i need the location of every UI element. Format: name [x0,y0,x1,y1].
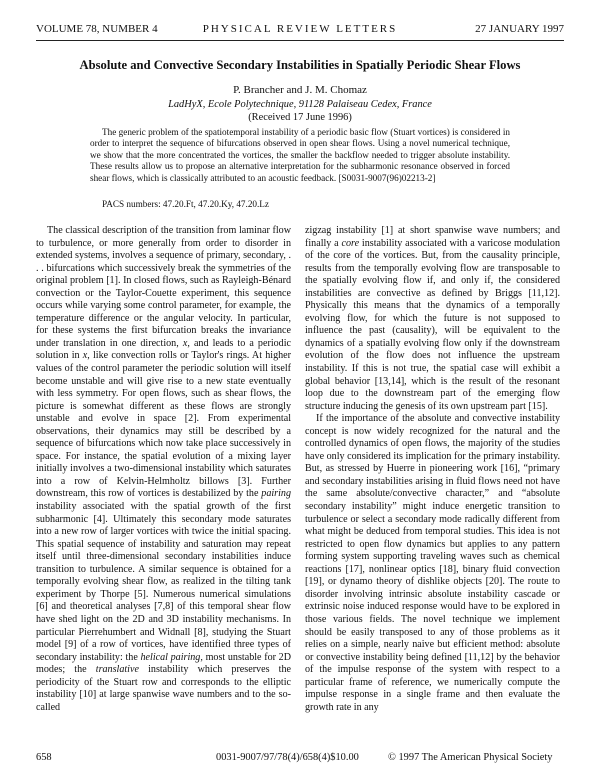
body-paragraph: The classical description of the transition from laminar flow to turbulence, or more generally from order to disorder in extended systems, involves a sequence of primary, secondary, . . . bifurcations which successively break the symmetries of the original problem [1]. In closed flows, such as Rayleigh-Bénard convection or the Taylor-Couette experiment, this sequence occurs while varying some control parameter, for example, the temperature difference or the angular velocity. In particular, for these systems the first bifurcation breaks the invariance under translation in one direction, x, and leads to a periodic solution in x, like convection rolls or Taylor's rings. At higher values of the control parameter the periodic solution will itself become unstable and will give rise to a new state eventually with less symmetry. For open flows, such as shear flows, the picture is somewhat different as these flows are strongly unstable and evolve in space [2]. From experimental observations, their dynamics may still be described by a sequence of bifurcations which now take place successively in space. For instance, the spatial evolution of a mixing layer initially involves a two-dimensional instability which saturates into a row of Kelvin-Helmholtz billows [3]. Further downstream, this row of vortices is destabilized by the pairing instability associated with the spatial growth of the first subharmonic [4]. Ultimately this secondary mode saturates into a new row of larger vortices with twice the initial spacing. This spatial sequence of instability and saturation may repeat itself until three-dimensional secondary instabilities induce transition to turbulence. A similar sequence is obtained for a temporally evolving shear flow, as realized in the tilting tank experiment by Thorpe [5]. Numerous numerical simulations [6] and theoretical analyses [7,8] of this temporal shear flow have shed light on the 2D and 3D instability mechanisms. In particular Pierrehumbert and Widnall [8], studying the Stuart model [9] of a row of vortices, have identified three types of secondary instability: the helical pairing, most unstable for 2D modes; the translative instability which preserves the periodicity of the Stuart row and corresponds to the elliptic instability [10] at large spanwise wave numbers and to the so-called [36,225,291,713]
right-column [305,225,560,714]
body-paragraph: If the importance of the absolute and convective instability concept is now widely recognized for the natural and the controlled dynamics of open flows, the majority of the studies have only considered its implication for the primary instability. But, as stressed by Huerre in pioneering work [16], “primary and secondary instabilities arising in fluid flows need not have the same absolute/convective character,” and “absolute secondary instability” might induce energetic transition to turbulence or select a secondary mode radically different from what might be deduced from temporal studies. This idea is not restricted to open flow dynamics but applies to any pattern forming system supporting traveling waves such as chemical reactions [17], nonlinear optics [18], binary fluid convection [19], or dynamo theory of dishlike objects [20]. The route to disorder involving intrinsic absolute instability cascade or extrinsic noise induced response would have to be explored in those various fields. The novel technique we implement should be easily transposed to any of those problems as it relies on a simple, nearly naive but efficient method: absolute or convective instability being defined [11,12] by the behavior of the impulse response of the system with respect to a particular frame of reference, we numerically compute the impulse response in a single frame and then evaluate the growth rate in any [305,413,560,713]
volume-number: VOLUME 78, NUMBER 4 [36,23,158,35]
abstract: The generic problem of the spatiotemporal instability of a periodic basic flow (Stuart vortices) is considered in order to interpret the sequence of bifurcations observed in open shear flows. Using a novel numerical technique, we show that the more concentrated the vortices, the smaller the backflow needed to trigger absolute instability. These results allow us to propose an alternative interpretation for the subharmonic resonance observed in forced shear flows, which is classically attributed to an acoustic feedback. [S0031-9007(96)02213-2] [90,127,510,183]
authors: P. Brancher and J. M. Chomaz [233,84,367,96]
pacs-numbers: PACS numbers: 47.20.Ft, 47.20.Ky, 47.20.Lz [102,199,270,209]
article-title: Absolute and Convective Secondary Instabilities in Spatially Periodic Shear Flows [79,58,521,72]
page-number: 658 [36,752,52,763]
received-date: (Received 17 June 1996) [248,112,352,123]
body-paragraph: zigzag instability [1] at short spanwise wave numbers; and finally a core instability associated with a varicose modulation of the core of the vortices. But, from the causality principle, results from the temporally evolving flow are transposable to the spatially evolving flow if, and only if, the considered instabilities are convective as defined by Briggs [11,12]. Physically this means that the dynamics of a temporally evolving flow, for which the future is not supposed to influence the past (causality), will be equivalent to the dynamics of a spatially evolving flow only if the downstream evolution of the flow does not influence the upstream instability. If this is not true, the spatial case will exhibit a global behavior [13,14], which is the result of the resonant loop due to the downstream part of the emerging flow structure inducing the genesis of its own upstream part [15]. [305,225,560,412]
issue-date: 27 JANUARY 1997 [475,23,564,35]
copyright: © 1997 The American Physical Society [388,752,553,763]
affiliation: LadHyX, Ecole Polytechnique, 91128 Palaiseau Cedex, France [168,99,432,110]
article-code: 0031-9007/97/78(4)/658(4)$10.00 [216,752,359,763]
header-rule [36,40,564,41]
left-column [36,225,291,714]
running-header [36,21,564,37]
journal-name: PHYSICAL REVIEW LETTERS [202,23,398,35]
page-footer [36,752,564,766]
